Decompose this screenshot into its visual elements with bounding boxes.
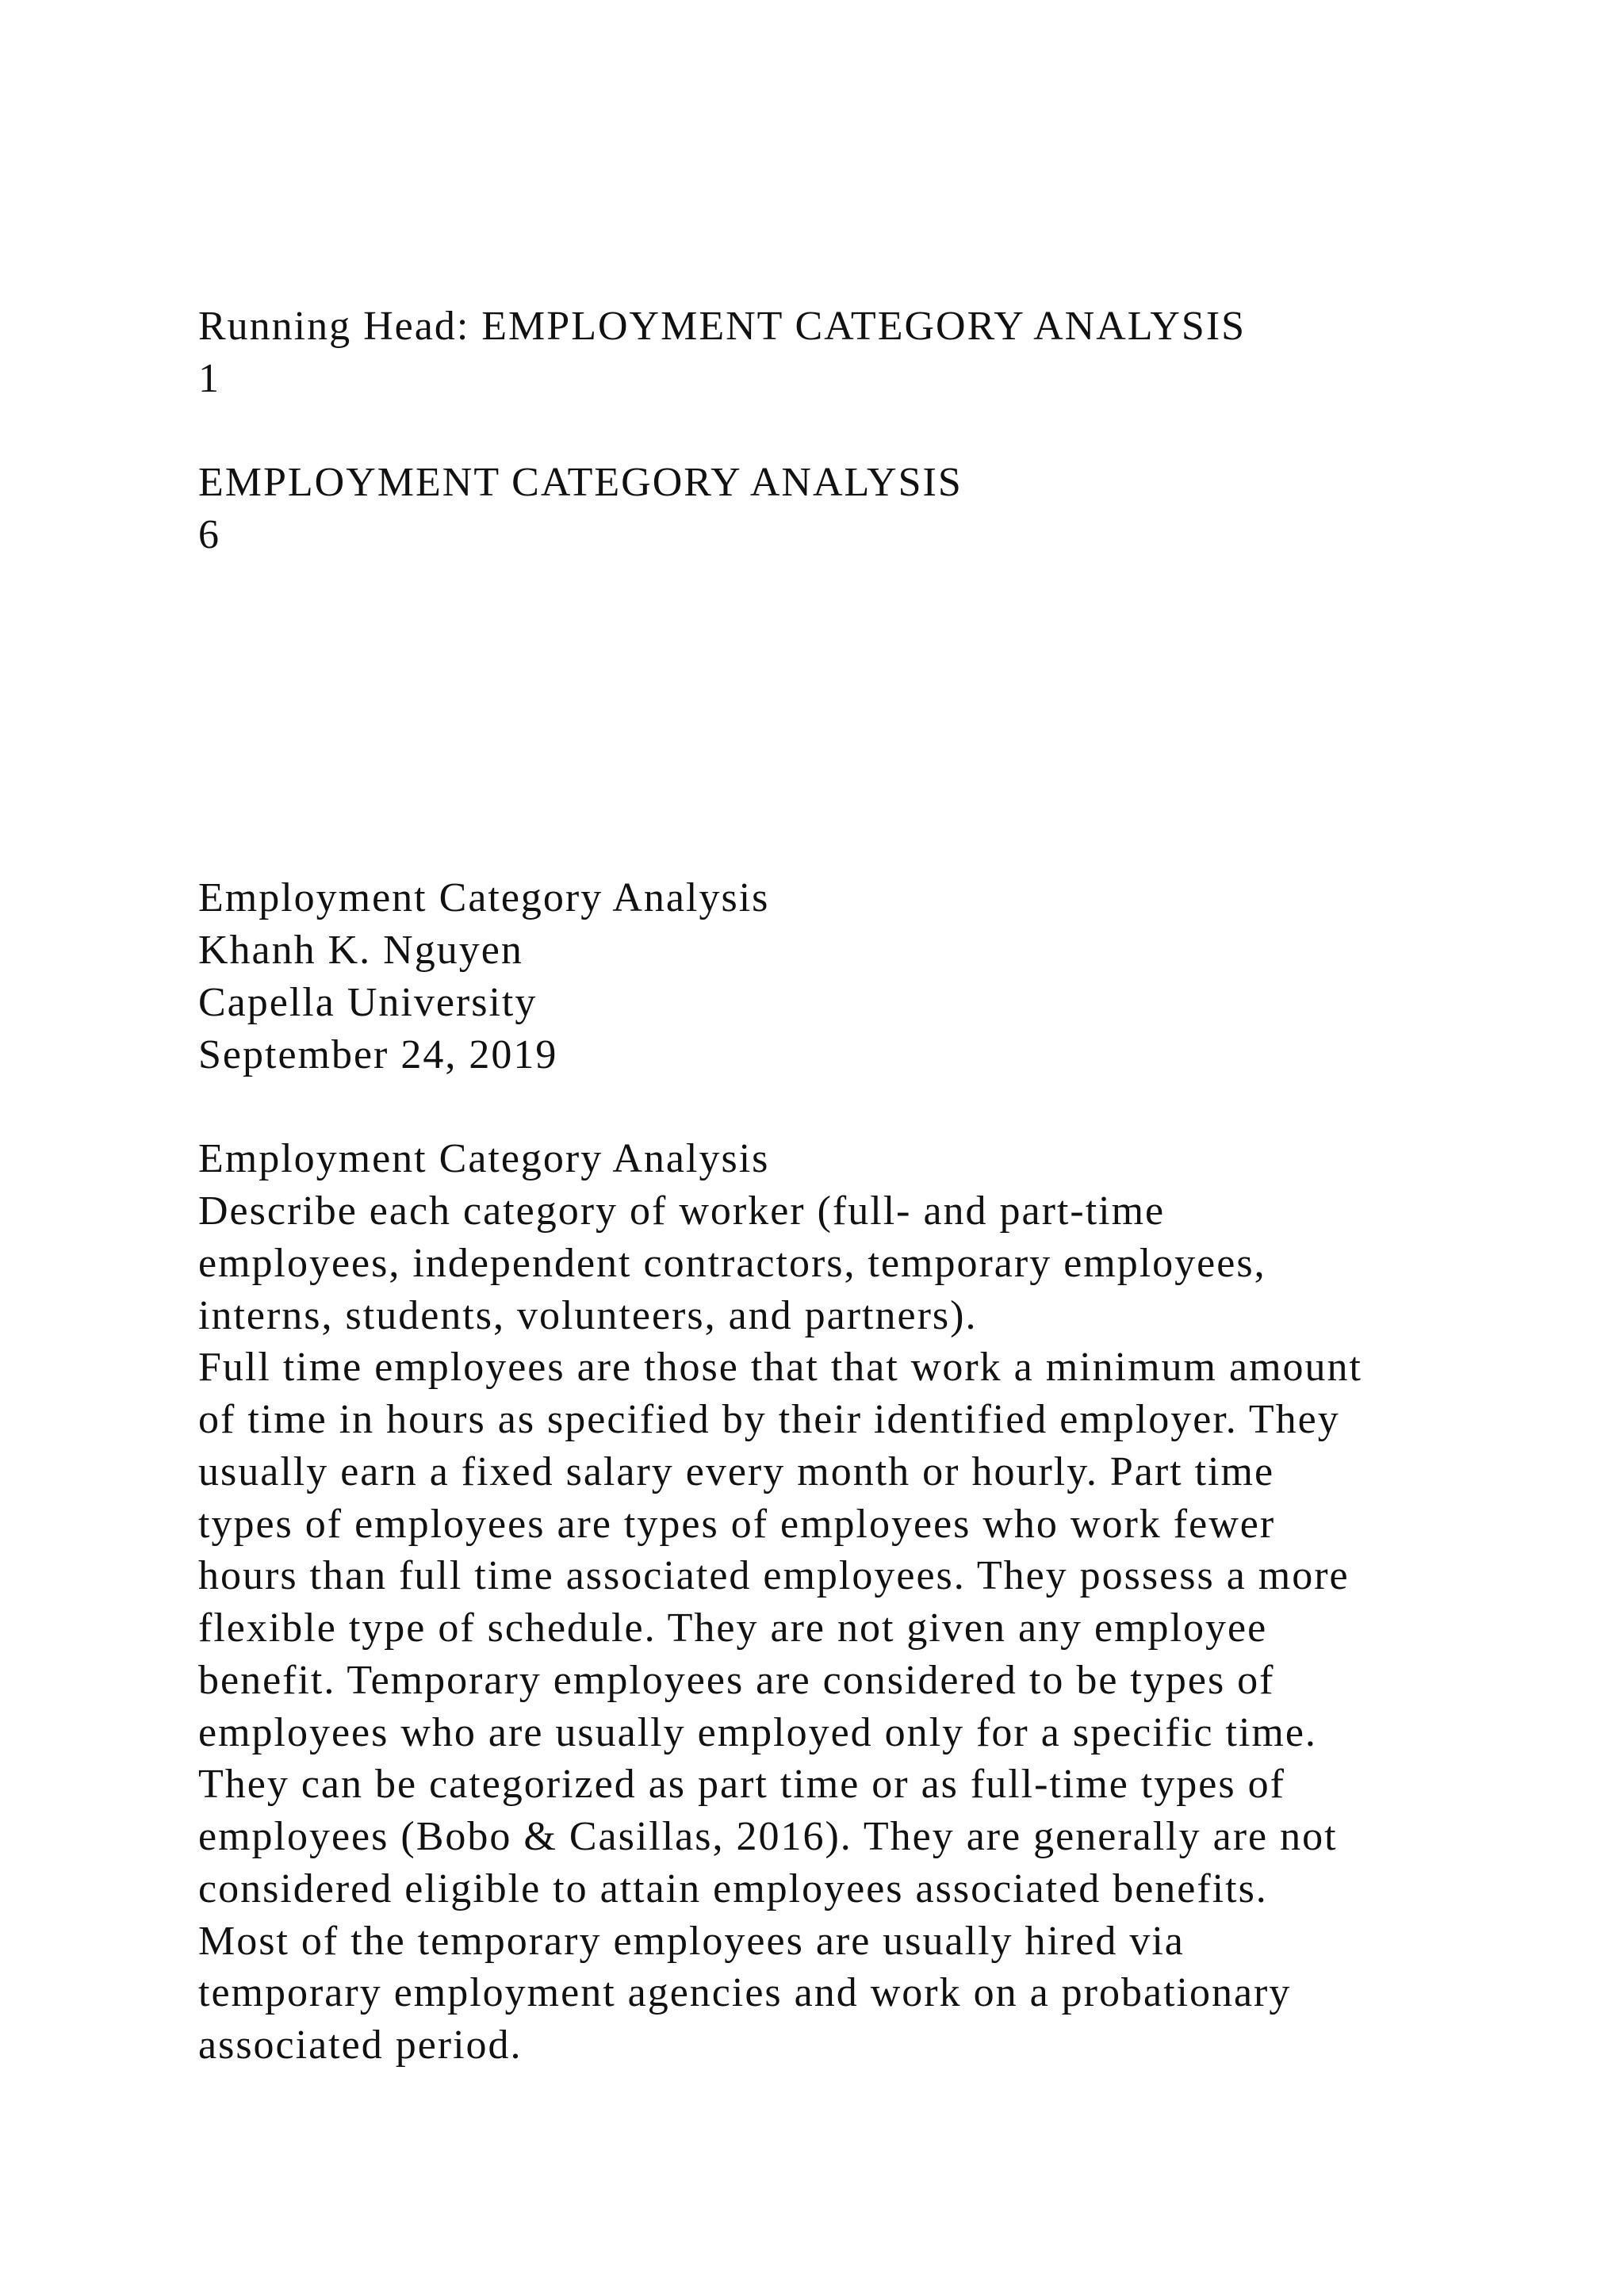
paragraph-line: temporary employment agencies and work on a probationary xyxy=(198,1970,1292,2015)
paragraph-line: considered eligible to attain employees associated benefits. xyxy=(198,1866,1268,1911)
page-number: 1 xyxy=(198,356,220,401)
paragraph-line: Full time employees are those that that work a minimum amount xyxy=(198,1345,1362,1390)
prompt-line: interns, students, volunteers, and partners). xyxy=(198,1293,978,1338)
document-title: Employment Category Analysis xyxy=(198,875,770,920)
paragraph-line: hours than full time associated employees. They possess a more xyxy=(198,1553,1350,1598)
prompt-line: Describe each category of worker (full- and part-time xyxy=(198,1188,1166,1234)
running-head: Running Head: EMPLOYMENT CATEGORY ANALYSIS xyxy=(198,304,1247,349)
document-date: September 24, 2019 xyxy=(198,1032,558,1077)
paragraph-line: employees (Bobo & Casillas, 2016). They are generally are not xyxy=(198,1814,1338,1859)
author-name: Khanh K. Nguyen xyxy=(198,928,523,973)
paragraph-line: They can be categorized as part time or as full-time types of xyxy=(198,1762,1285,1807)
paragraph-line: types of employees are types of employees who work fewer xyxy=(198,1502,1276,1547)
paragraph-line: employees who are usually employed only for a specific time. xyxy=(198,1710,1317,1755)
paragraph-line: Most of the temporary employees are usually hired via xyxy=(198,1919,1185,1964)
prompt-line: employees, independent contractors, temporary employees, xyxy=(198,1241,1266,1286)
section-heading: Employment Category Analysis xyxy=(198,1136,770,1181)
paragraph-line: associated period. xyxy=(198,2022,523,2068)
paragraph-line: usually earn a fixed salary every month or hourly. Part time xyxy=(198,1449,1275,1494)
paragraph-line: of time in hours as specified by their identified employer. They xyxy=(198,1397,1340,1442)
paragraph-line: benefit. Temporary employees are considered to be types of xyxy=(198,1658,1275,1703)
paragraph-line: flexible type of schedule. They are not given any employee xyxy=(198,1605,1268,1651)
institution-name: Capella University xyxy=(198,980,538,1025)
header-page-number: 6 xyxy=(198,512,220,557)
header-short-title: EMPLOYMENT CATEGORY ANALYSIS xyxy=(198,460,963,505)
